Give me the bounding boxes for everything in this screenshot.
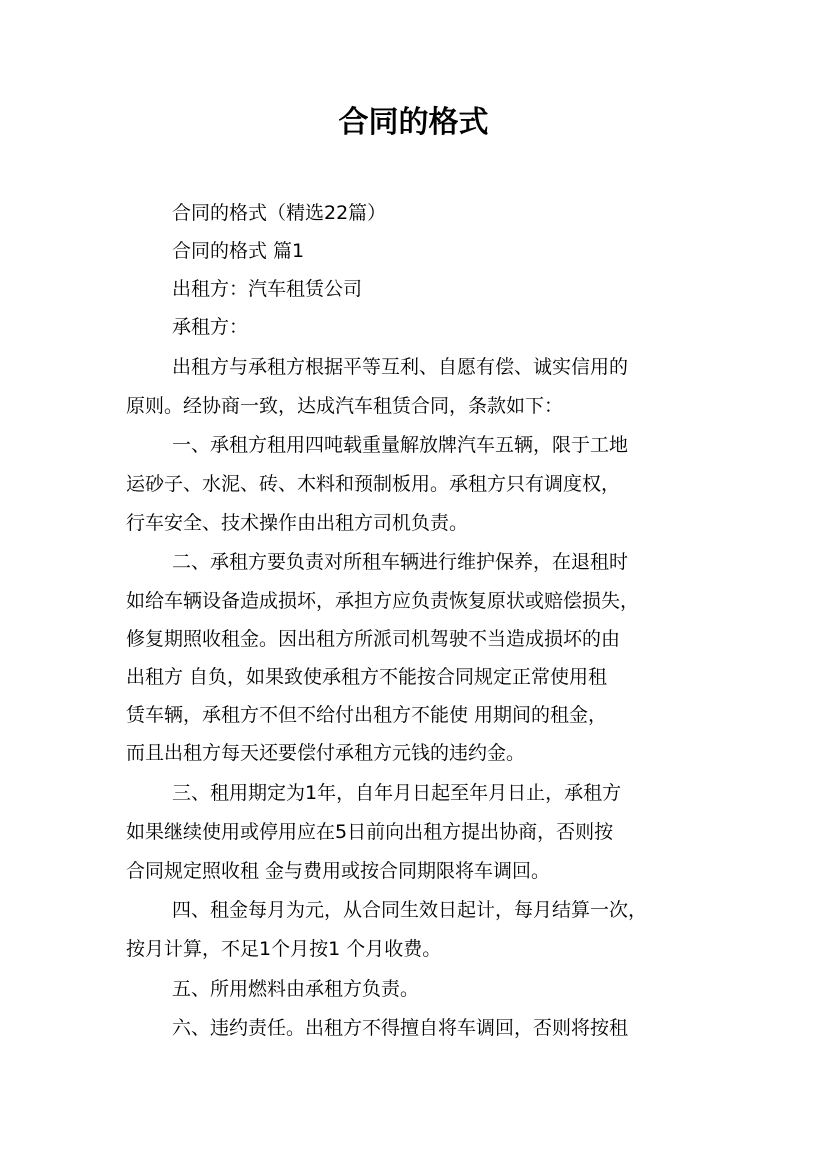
paragraph-line: 按月计算，不足1个月按1 个月收费。	[126, 938, 442, 960]
document-title: 合同的格式	[338, 105, 489, 140]
paragraph-line: 运砂子、水泥、砖、木料和预制板用。承租方只有调度权，	[126, 473, 621, 495]
paragraph-line: 五、所用燃料由承租方负责。	[172, 978, 420, 1000]
paragraph-line: 原则。经协商一致，达成汽车租赁合同，条款如下：	[126, 395, 564, 417]
paragraph-line: 行车安全、技术操作由出租方司机负责。	[126, 512, 469, 534]
lessee-line: 承租方：	[172, 316, 249, 338]
paragraph-line: 如果继续使用或停用应在5日前向出租方提出协商，否则按	[126, 821, 614, 843]
paragraph-line: 而且出租方每天还要偿付承租方元钱的违约金。	[126, 742, 526, 764]
paragraph-line: 六、违约责任。出租方不得擅自将车调回，否则将按租	[172, 1017, 629, 1039]
paragraph-line: 一、承租方租用四吨载重量解放牌汽车五辆，限于工地	[172, 434, 629, 456]
paragraph-line: 四、租金每月为元，从合同生效日起计，每月结算一次，	[172, 899, 648, 921]
paragraph-line: 赁车辆，承租方不但不给付出租方不能使 用期间的租金，	[126, 704, 608, 726]
paragraph-line: 合同规定照收租 金与费用或按合同期限将车调回。	[126, 860, 551, 882]
paragraph-line: 修复期照收租金。因出租方所派司机驾驶不当造成损坏的由	[126, 628, 621, 650]
paragraph-line: 如给车辆设备造成损坏，承担方应负责恢复原状或赔偿损失，	[126, 590, 640, 612]
paragraph-line: 出租方与承租方根据平等互利、自愿有偿、诚实信用的	[172, 356, 629, 378]
subtitle-line: 合同的格式（精选22篇）	[172, 202, 387, 224]
paragraph-line: 三、租用期定为1年，自年月日起至年月日止，承租方	[172, 782, 622, 804]
lessor-line: 出租方：汽车租赁公司	[172, 278, 363, 300]
paragraph-line: 二、承租方要负责对所租车辆进行维护保养，在退租时	[172, 551, 629, 573]
section-heading: 合同的格式 篇1	[172, 240, 305, 262]
paragraph-line: 出租方 自负，如果致使承租方不能按合同规定正常使用租	[126, 666, 608, 688]
